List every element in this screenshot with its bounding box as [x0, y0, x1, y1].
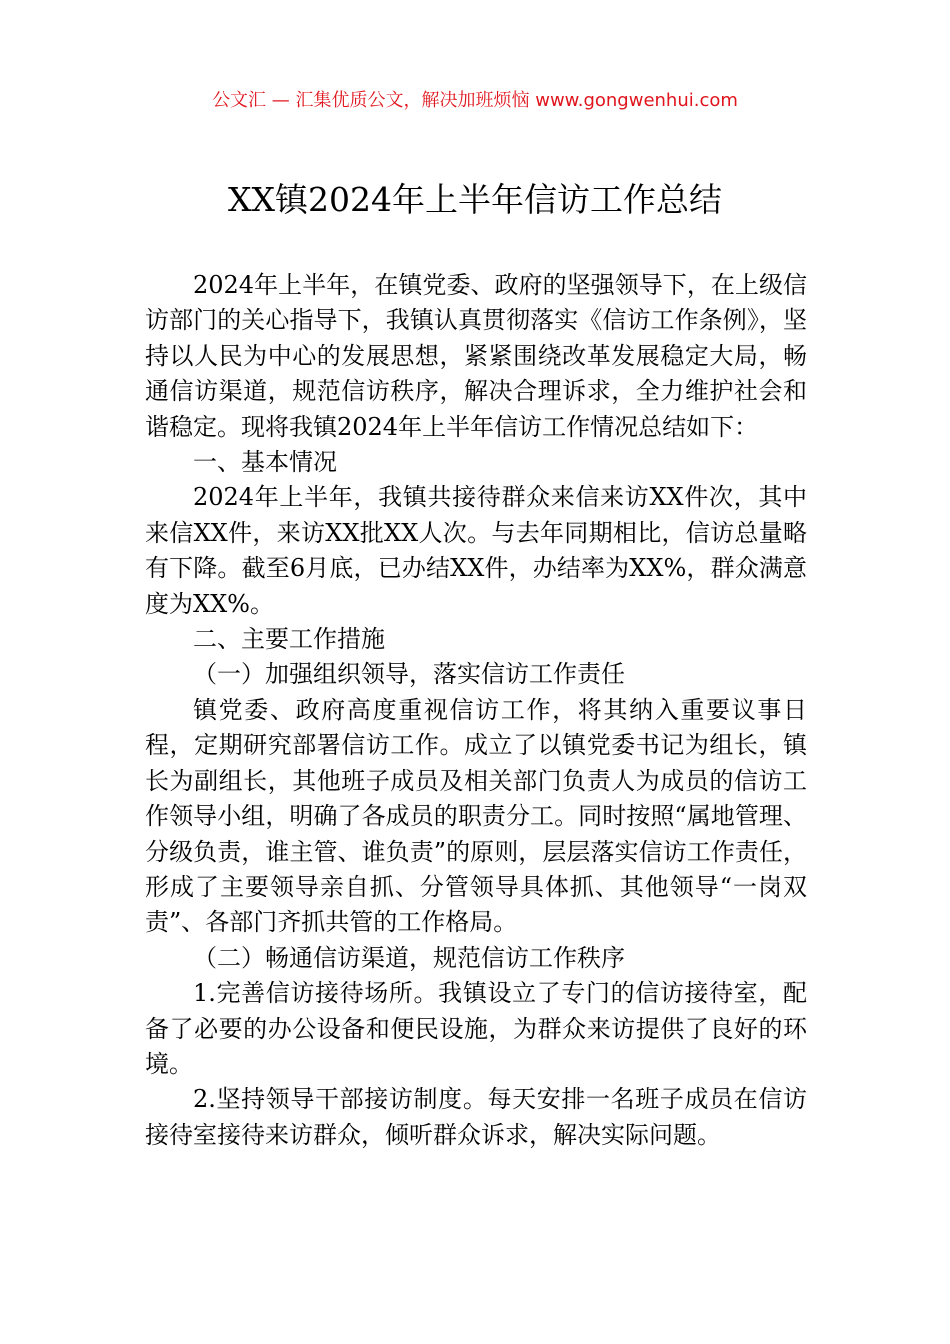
reception-room-paragraph: 1.完善信访接待场所。我镇设立了专门的信访接待室，配备了必要的办公设备和便民设施，为群众来访提供了良好的环境。: [145, 979, 807, 1078]
leader-reception-paragraph: 2.坚持领导干部接访制度。每天安排一名班子成员在信访接待室接待来访群众，倾听群众诉求，解决实际问题。: [145, 1085, 807, 1149]
subsection-heading-organization: （一）加强组织领导，落实信访工作责任: [193, 660, 625, 689]
subsection-heading-channels: （二）畅通信访渠道，规范信访工作秩序: [193, 943, 625, 972]
document-body: [145, 268, 807, 1153]
document-title: XX镇2024年上半年信访工作总结: [228, 180, 722, 219]
section-heading-main-measures: 二、主要工作措施: [193, 625, 385, 654]
basic-situation-paragraph: 2024年上半年，我镇共接待群众来信来访XX件次，其中来信XX件，来访XX批XX人次。与去年同期相比，信访总量略有下降。截至6月底，已办结XX件，办结率为XX%，群众满意度为XX%。: [145, 483, 807, 618]
header-banner: 公文汇 — 汇集优质公文，解决加班烦恼 www.gongwenhui.com: [212, 90, 738, 111]
intro-paragraph: 2024年上半年，在镇党委、政府的坚强领导下，在上级信访部门的关心指导下，我镇认真贯彻落实《信访工作条例》，坚持以人民为中心的发展思想，紧紧围绕改革发展稳定大局，畅通信访渠道，规范信访秩序，解决合理诉求，全力维护社会和谐稳定。现将我镇2024年上半年信访工作情况总结如下：: [145, 271, 807, 441]
organization-paragraph: 镇党委、政府高度重视信访工作，将其纳入重要议事日程，定期研究部署信访工作。成立了以镇党委书记为组长，镇长为副组长，其他班子成员及相关部门负责人为成员的信访工作领导小组，明确了各成员的职责分工。同时按照“属地管理、分级负责，谁主管、谁负责”的原则，层层落实信访工作责任，形成了主要领导亲自抓、分管领导具体抓、其他领导“一岗双责”、各部门齐抓共管的工作格局。: [145, 695, 807, 937]
section-heading-basic-situation: 一、基本情况: [193, 448, 337, 477]
